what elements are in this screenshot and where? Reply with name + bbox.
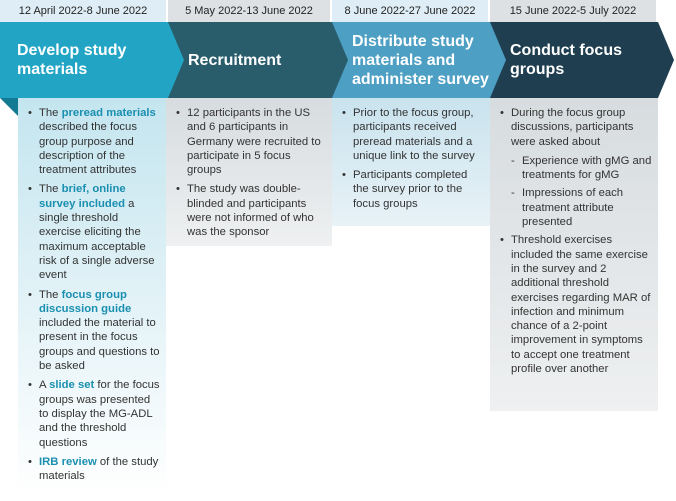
bullet-item (26, 106, 160, 177)
bullet-text: Prior to the focus group, participants received preread materials and a unique link to the survey (353, 107, 475, 162)
bullet-item (340, 106, 484, 163)
phase-title: Develop study materials (17, 42, 127, 78)
phase-details (490, 98, 658, 411)
bullet-item (174, 106, 326, 177)
highlight-term: slide set (49, 379, 95, 392)
phase-details (332, 98, 490, 226)
bullet-text: A (39, 379, 50, 392)
bullet-item (174, 182, 326, 239)
phase-title: Conduct focus groups (510, 42, 622, 78)
bullet-text: Impressions of each treatment attribute presented (522, 187, 624, 229)
bullet-text: During the focus group discussions, participants were asked about (511, 107, 634, 148)
highlight-term: focus group discussion guide (39, 288, 132, 315)
sub-bullet-item (498, 154, 652, 183)
bullet-item (26, 378, 160, 449)
bullet-text: a single threshold exercise eliciting the maximum acceptable risk of a single adverse event (39, 197, 155, 282)
bullet-text: included the material to present in the focus groups and questions to be asked (39, 317, 160, 373)
bullet-text: for the focus groups was presented to display the MG-ADL and the threshold questions (39, 379, 160, 449)
highlight-term: IRB review (39, 455, 97, 468)
bullet-item (498, 106, 652, 149)
bullet-text: The (39, 183, 62, 196)
phase-date: 5 May 2022-13 June 2022 (168, 0, 330, 22)
phase-date: 15 June 2022-5 July 2022 (490, 0, 656, 22)
phase-title: Recruitment (188, 51, 282, 69)
bullet-item (26, 288, 160, 374)
bullet-text: The study was double-blinded and participants were not informed of who was the sponsor (187, 183, 314, 239)
bullet-text: Experience with gMG and treatments for gMG (522, 154, 652, 182)
bullet-text: Threshold exercises included the same exercise in the survey and 2 additional threshold exercises regarding MAR of infection and minimum chance of a 2-point improvement in symptoms to accept one treatment profile over another (511, 234, 651, 376)
bullet-text: described the focus group purpose and description of the treatment attributes (39, 121, 137, 177)
bullet-text: The (39, 107, 62, 119)
highlight-term: preread materials (61, 107, 156, 119)
fold-corner (0, 98, 18, 116)
bullet-item (340, 168, 484, 211)
bullet-item (498, 233, 652, 376)
bullet-text: of the study materials (39, 455, 159, 483)
sub-bullet-item (498, 186, 652, 229)
bullet-text: Participants completed the survey prior to the focus groups (353, 169, 468, 210)
phase-title: Distribute study materials and administer survey (352, 32, 489, 88)
bullet-item (26, 182, 160, 282)
bullet-item (26, 455, 160, 484)
phase-details (18, 98, 166, 495)
bullet-text: 12 participants in the US and 6 participants in Germany were recruited to participate in 5 focus groups (187, 107, 321, 177)
bullet-text: The (39, 288, 62, 301)
phase-date: 12 April 2022-8 June 2022 (0, 0, 166, 22)
phase-details (166, 98, 332, 246)
highlight-term: brief, online survey included (39, 183, 126, 210)
phase-date: 8 June 2022-27 June 2022 (332, 0, 488, 22)
